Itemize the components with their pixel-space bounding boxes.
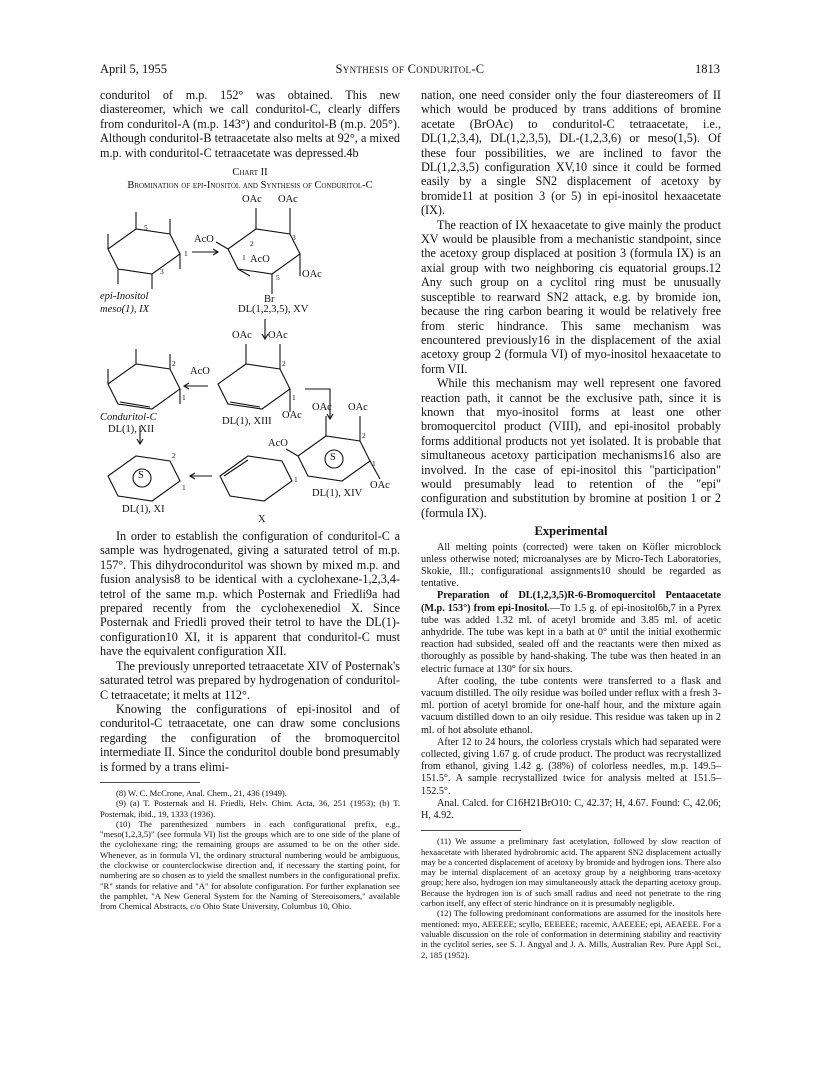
xiv-oac-right: OAc [370,480,390,492]
header-title: Synthesis of Conduritol-C [335,62,485,76]
xiv-stereo-s: S [330,452,336,464]
chart-title [100,166,400,192]
xi-position-2: 2 [172,451,176,461]
right-paragraph-1: nation, one need consider only the four diastereomers of II which would be produced by trans additions of bromine acetate (BrOAc) to conduritol-C tetraacetate, i.e., DL(1,2,3,4), DL(1,2,3,5), DL-(1,2,3,6) or meso(1,5). Of these four possibilities, we are inclined to favor the DL(1,2,3,5) configuration XV,10 since it could be formed easily by a single SN2 displacement of acetoxy by bromide11 at position 3 (or 5) in epi-inositol hexaacetate (IX). [421,88,721,218]
ring-xv [228,229,300,274]
right-paragraph-2: The reaction of IX hexaacetate to give mainly the product XV would be plausible from a mechanistic standpoint, since the acetoxy group displaced at position 3 (formula IX) is an axial group with two neighboring cis equatorial groups.12 Any such group on a cyclitol ring must be unusually susceptible to rearward SN2 attack, e.g. by bromide ion, because the ring carbon bearing it would be relatively free from steric hindrance. This same mechanism was encountered previously16 in the displacement of the axial acetoxy group 2 (formula VI) of myo-inositol hexaacetate to form VII. [421,217,721,376]
header-page-number: 1813 [695,62,720,76]
header-date: April 5, 1955 [100,62,168,76]
xv-oac-top-left: OAc [242,194,262,206]
xiii-position-1: 1 [292,393,296,403]
preparation-heading: Preparation of DL(1,2,3,5)R-6-Bromoquercitol Pentaacetate (M.p. 153°) from epi-Inositol. [421,590,721,614]
xiii-aco-left: AcO [190,366,210,378]
reaction-scheme [100,194,400,529]
experimental-paragraph-3: After cooling, the tube contents were transferred to a flask and vacuum distilled. The oily residue was boiled under reflux with a fresh 3-ml. portion of acetyl bromide for one-half hour, and the mixture again vacuum distilled down to an oily residue. This residue was taken up in 2 ml. of hot absolute ethanol. [421,675,721,736]
xiii-oac-top-right: OAc [268,330,288,342]
xv-aco-inner: AcO [250,254,270,266]
xv-bromine: Br [264,294,275,306]
ring-xii [108,364,180,409]
experimental-paragraph-4: After 12 to 24 hours, the colorless crystals which had separated were collected, giving 1.67 g. of crude product. The product was recrystallized from ethanol, giving 1.42 g. (38%) of colorless needles, m.p. 149.5–151.5°. A sample recrystallized twice for analysis melted at 151.5–152.5°. [421,736,721,797]
right-column [421,88,721,960]
footnote-10: (10) The parenthesized numbers in each configurational prefix, e.g., "meso(1,2,3,5)" (see formula VI) list the groups which are to one side of the plane of the cyclohexane ring; the remaining groups are assumed to be on the other side. Whenever, as in formula VI, the ordinary structural numbering would be ambiguous, the clockwise or counterclockwise direction and, if necessary the starting point, for numbering are so chosen as to yield the smallest numbers in the configurational prefix. "R" stands for relative and "A" for absolute configuration. For further explanation see the pamphlet, "A New General System for the Naming of Stereoisomers," available from Chemical Abstracts, c/o Ohio State University, Columbus 10, Ohio. [100,818,400,912]
footnote-11: (11) We assume a preliminary fast acetylation, followed by slow reaction of hexaacetate with liberated hydrobromic acid. The apparent SN2 displacement actually may be a concerted displacement of acetoxy by bromide and hydrogen ions. There also may be internal displacement of an acetoxy group by a neighboring trans-acetoxy group; here also, hydrogen ion may simultaneously attack the departing acetoxy group. Because the hydrogen ion is of such small radius and need not penetrate to the ring carbon itself, any effect of steric hindrance on it is presumably negligible. [421,836,721,909]
ix-position-3: 3 [160,267,164,277]
ring-xi [108,456,180,501]
left-column [100,88,400,912]
ring-xiii [218,364,290,409]
x-label: X [258,514,266,526]
xiv-position-2: 2 [362,431,366,441]
xi-config: DL(1), XI [122,504,165,516]
ix-config: meso(1), IX [100,304,149,316]
xii-name: Conduritol-C [100,412,157,424]
analysis-line: Anal. Calcd. for C16H21BrO10: C, 42.37; H, 4.67. Found: C, 42.06; H, 4.92. [421,797,721,822]
xii-position-1: 1 [182,393,186,403]
footnote-8: (8) W. C. McCrone, Anal. Chem., 21, 436 (1949). [116,787,287,798]
experimental-paragraph-1: All melting points (corrected) were taken on Köfler microblock unless otherwise noted; microanalyses are by Micro-Tech Laboratories, Skokie, Ill.; configurational assignments10 should be regarded as tentative. [421,541,721,590]
ring-x [220,456,292,501]
ix-position-1: 1 [184,249,188,259]
xiii-position-2: 2 [282,359,286,369]
left-paragraph-4: Knowing the configurations of epi-inositol and of conduritol-C tetraacetate, one can draw some conclusions regarding the configuration of the bromoquercitol intermediate II. Since the conduritol double bond presumably is formed by a trans elimi- [100,701,400,774]
footnote-9: (9) (a) T. Posternak and H. Friedli, Helv. Chim. Acta, 36, 251 (1953); (b) T. Posternak, ibid., 19, 1333 (1936). [100,798,400,819]
xv-position-3: 3 [292,233,296,243]
left-paragraph-3: The previously unreported tetraacetate XIV of Posternak's saturated tetrol was prepared by hydrogenation of conduritol-C tetraacetate; it melts at 112°. [100,658,400,702]
experimental-body [421,542,721,823]
xi-position-1: 1 [182,483,186,493]
chart-caption: Bromination of epi-Inositol and Synthesis of Conduritol-C [127,180,373,192]
xiii-oac-right: OAc [282,410,302,422]
xii-position-2: 2 [172,359,176,369]
left-footnotes [100,788,400,912]
left-paragraph-2: In order to establish the configuration of conduritol-C a sample was hydrogenated, giving a saturated tetrol of m.p. 157°. This dihydroconduritol was shown by mixed m.p. and fusion analysis8 to be identical with a cyclohexane-1,2,3,4-tetrol of the same m.p. which Posternak and Friedli9a had prepared recently from the cyclohexenediol X. Since Posternak and Friedli proved their tetrol to have the DL(1)-configuration10 XI, it is apparent that conduritol-C must have the equivalent configuration XII. [100,529,400,659]
experimental-paragraph-2 [421,590,721,675]
footnote-rule-right [421,830,521,831]
xv-position-2: 2 [250,239,254,249]
ix-name: epi-Inositol [100,291,149,303]
footnote-12: (12) The following predominant conformations are assumed for the inositols here mentioned: myo, AEEEEE; scyllo, EEEEEE; racemic, AAEEEE; epi, AEAEEE. For a valuable discussion on the role of conformation in determining stability and reactivity in the cyclitol series, see S. J. Angyal and J. A. Mills, Australian Rev. Pure Appl Sci., 2, 185 (1952). [421,908,721,960]
running-header [100,62,720,80]
xiv-oac-top-right: OAc [348,402,368,414]
xiii-oac-top-left: OAc [232,330,252,342]
left-paragraph-1: conduritol of m.p. 152° was obtained. This new diastereomer, which we call conduritol-C, clearly differs from conduritol-A (m.p. 143°) and conduritol-B (m.p. 205°). Although conduritol-B tetraacetate also melts at 92°, a mixed m.p. with conduritol-C tetraacetate was depressed.4b [100,88,400,160]
xv-position-5: 5 [276,273,280,283]
xiii-config: DL(1), XIII [222,416,272,428]
xiv-oac-top-left: OAc [312,402,332,414]
footnote-rule [100,782,200,783]
x-position-1: 1 [294,475,298,485]
xiv-config: DL(1), XIV [312,488,363,500]
ix-position-5: 5 [144,223,148,233]
section-heading-experimental: Experimental [534,524,608,539]
xiv-position-1: 1 [372,459,376,469]
xv-position-1: 1 [242,253,246,263]
xiv-aco-left: AcO [268,438,288,450]
right-footnotes [421,836,721,960]
ring-ix [108,229,180,274]
right-paragraph-3: While this mechanism may well represent one favored reaction path, it cannot be the exclusive path, since it is known that myo-inositol forms at least one other bromoquercitol product (VIII), and epi-inositol probably forms additional products not yet isolated. It is probable that simultaneous acetoxy participation mechanisms16 also are involved. In the case of epi-inositol this "participation" would presumably lead to retention of the "epi" configuration and substitution by bromine at position 1 or 2 (formula IX). [421,376,721,520]
xv-oac-right: OAc [302,269,322,281]
chart-number: Chart II [232,167,268,179]
preparation-text: —To 1.5 g. of epi-inositol6b,7 in a Pyrex tube was added 1.32 ml. of acetyl bromide and 3.85 ml. of acetic anhydride. The tube was kept in a bath at 0° until the initial exothermic reaction had subsided, sealed off and the reactants were then mixed as thoroughly as possible by hand-shaking. The tube was then heated in an electric furnace at 130° for six hours. [421,602,721,675]
xi-stereo-s: S [138,470,144,482]
xv-oac-top-right: OAc [278,194,298,206]
xv-config: DL(1,2,3,5), XV [238,304,309,316]
xii-config: DL(1), XII [108,424,155,436]
xv-aco-left: AcO [194,234,214,246]
